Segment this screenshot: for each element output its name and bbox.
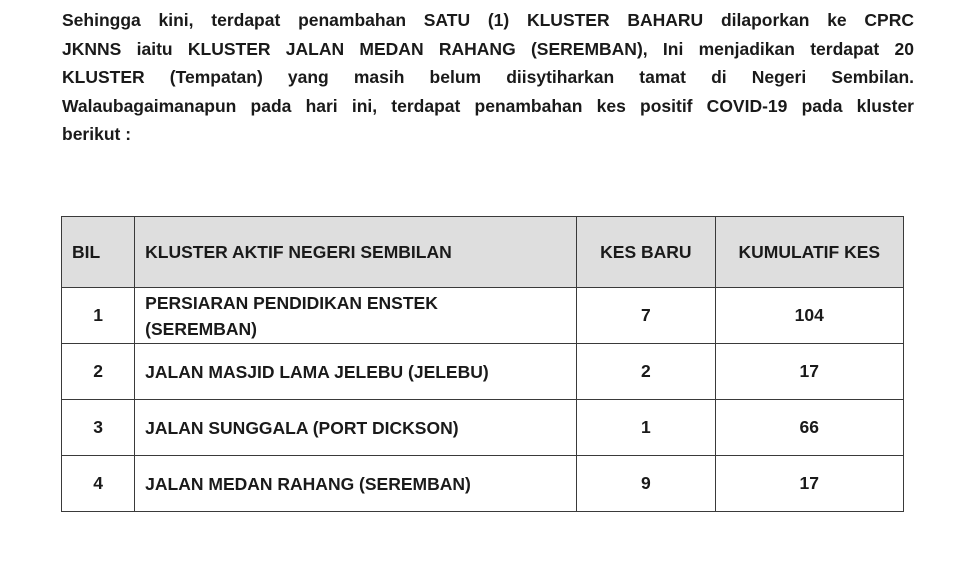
- cluster-name-line2: (SEREMBAN): [145, 318, 257, 339]
- cluster-table: [61, 216, 904, 512]
- header-cluster: KLUSTER AKTIF NEGERI SEMBILAN: [135, 217, 577, 288]
- paragraph-line: berikut :: [62, 124, 132, 145]
- paragraph-line: JKNNS iaitu KLUSTER JALAN MEDAN RAHANG (SEREMBAN), Ini menjadikan terdapat 20: [62, 38, 914, 59]
- table-row: [62, 400, 904, 456]
- table-row: [62, 344, 904, 400]
- header-bil: BIL: [62, 217, 135, 288]
- cell-cumulative: 17: [715, 456, 903, 512]
- header-cumulative: KUMULATIF KES: [715, 217, 903, 288]
- table-row: [62, 288, 904, 344]
- cell-cluster: JALAN MASJID LAMA JELEBU (JELEBU): [135, 344, 577, 400]
- cell-new-cases: 7: [577, 288, 715, 344]
- cell-cluster: JALAN MEDAN RAHANG (SEREMBAN): [135, 456, 577, 512]
- header-new-cases: KES BARU: [577, 217, 715, 288]
- cell-bil: 1: [62, 288, 135, 344]
- table-row: [62, 456, 904, 512]
- cell-cumulative: 104: [715, 288, 903, 344]
- table-header: [62, 217, 904, 288]
- cell-new-cases: 2: [577, 344, 715, 400]
- cell-cluster: [135, 288, 577, 344]
- paragraph-line: Sehingga kini, terdapat penambahan SATU (1) KLUSTER BAHARU dilaporkan ke CPRC: [62, 10, 914, 30]
- cell-cumulative: 66: [715, 400, 903, 456]
- paragraph-line: KLUSTER (Tempatan) yang masih belum diisytiharkan tamat di Negeri Sembilan.: [62, 67, 914, 88]
- cell-bil: 2: [62, 344, 135, 400]
- table-body: [62, 288, 904, 512]
- intro-paragraph: [62, 6, 914, 149]
- cell-cumulative: 17: [715, 344, 903, 400]
- paragraph-line: Walaubagaimanapun pada hari ini, terdapat penambahan kes positif COVID-19 pada kluster: [62, 95, 914, 116]
- cell-new-cases: 1: [577, 400, 715, 456]
- cell-bil: 4: [62, 456, 135, 512]
- cell-new-cases: 9: [577, 456, 715, 512]
- header-row: [62, 217, 904, 288]
- cell-bil: 3: [62, 400, 135, 456]
- cluster-name-line1: PERSIARAN PENDIDIKAN ENSTEK: [145, 292, 438, 313]
- cell-cluster: JALAN SUNGGALA (PORT DICKSON): [135, 400, 577, 456]
